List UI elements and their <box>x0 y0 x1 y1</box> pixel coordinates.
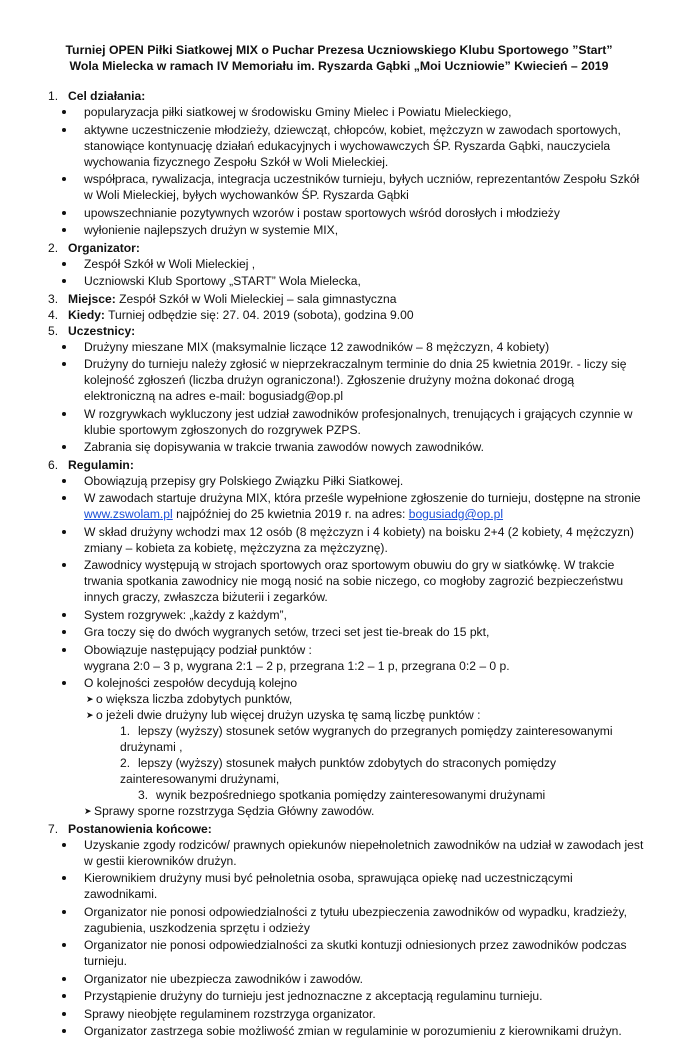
section-number: 1. <box>48 88 58 104</box>
list-item: popularyzacja piłki siatkowej w środowisku Gminy Mielec i Powiatu Mieleckiego, <box>84 104 644 120</box>
ordered-item: 1. lepszy (wyższy) stosunek setów wygranych do przegranych pomiędzy zainteresowanymi drużynami , <box>84 723 644 755</box>
title-line-1: Turniej OPEN Piłki Siatkowej MIX o Puchar Prezesa Uczniowskiego Klubu Sportowego ”Start” <box>34 42 644 58</box>
list-item: Uzyskanie zgody rodziców/ prawnych opiekunów niepełnoletnich zawodników na udział w zawodach jest w gestii kierowników drużyn. <box>84 837 644 869</box>
section-title: Postanowienia końcowe: <box>68 822 212 836</box>
ordered-item: 3. wynik bezpośredniego spotkania pomiędzy zainteresowanymi drużynami <box>84 787 644 803</box>
list-item: Uczniowski Klub Sportowy „START” Wola Mielecka, <box>84 273 644 289</box>
section-text: Turniej odbędzie się: 27. 04. 2019 (sobota), godzina 9.00 <box>105 308 414 322</box>
section-number: 6. <box>48 457 58 473</box>
list-item: System rozgrywek: „każdy z każdym”, <box>84 607 644 623</box>
list-item: wyłonienie najlepszych drużyn w systemie MIX, <box>84 222 644 238</box>
section-title: Miejsce: <box>68 292 116 306</box>
section-title: Organizator: <box>68 241 140 255</box>
section-postanowienia <box>48 821 644 1039</box>
section-organizator <box>48 240 644 290</box>
section-title: Kiedy: <box>68 308 105 322</box>
list-item: Kierownikiem drużyny musi być pełnoletnia osoba, sprawująca opiekę nad uczestniczącymi zawodnikami. <box>84 870 644 902</box>
list-item: Organizator nie ponosi odpowiedzialności z tytułu ubezpieczenia zawodników od wypadku, kradzieży, zagubienia, uszkodzenia sprzętu i odzieży <box>84 904 644 936</box>
section-miejsce <box>48 291 644 307</box>
list-item: Gra toczy się do dwóch wygranych setów, trzeci set jest tie-break do 15 pkt, <box>84 624 644 640</box>
list-item: Przystąpienie drużyny do turnieju jest jednoznaczne z akceptacją regulaminu turnieju. <box>84 988 644 1004</box>
list-item: W skład drużyny wchodzi max 12 osób (8 mężczyzn i 4 kobiety) na boisku 2+4 (2 kobiety, 4 mężczyzn) zmiany – kobieta za kobietę, mężczyzna za mężczyznę). <box>84 524 644 556</box>
section-title: Cel działania: <box>68 89 145 103</box>
section-cel-dzialania <box>48 88 644 238</box>
list-item <box>84 642 644 674</box>
list-item: współpraca, rywalizacja, integracja uczestników turnieju, byłych uczniów, reprezentantów Zespołu Szkół w Woli Mieleckiej, byłych wychowanków ŚP. Ryszarda Gąbki <box>84 171 644 203</box>
bullet-list <box>48 104 644 238</box>
list-item: Sprawy nieobjęte regulaminem rozstrzyga organizator. <box>84 1006 644 1022</box>
list-item: Zespół Szkół w Woli Mieleckiej , <box>84 256 644 272</box>
section-uczestnicy <box>48 323 644 456</box>
list-item: Zabrania się dopisywania w trakcie trwania zawodów nowych zawodników. <box>84 439 644 455</box>
list-item: Drużyny mieszane MIX (maksymalnie liczące 12 zawodników – 8 mężczyzn, 4 kobiety) <box>84 339 644 355</box>
list-item <box>84 490 644 522</box>
ordered-item: 2. lepszy (wyższy) stosunek małych punktów zdobytych do straconych pomiędzy zainteresowanymi drużynami, <box>84 755 644 787</box>
list-item <box>84 675 644 819</box>
list-item: Obowiązują przepisy gry Polskiego Związku Piłki Siatkowej. <box>84 473 644 489</box>
section-text: Zespół Szkół w Woli Mieleckiej – sala gimnastyczna <box>116 292 397 306</box>
section-number: 7. <box>48 821 58 837</box>
bullet-list <box>48 256 644 290</box>
bullet-list <box>48 473 644 820</box>
list-item: W rozgrywkach wykluczony jest udział zawodników profesjonalnych, trenujących i grających czynnie w klubie sportowym zgłoszonych do rozgrywek PZPS. <box>84 406 644 438</box>
bullet-list <box>48 339 644 456</box>
section-regulamin <box>48 457 644 820</box>
rule-text: W zawodach startuje drużyna MIX, która prześle wypełnione zgłoszenie do turnieju, dostępne na stronie <box>84 491 641 505</box>
list-item: Drużyny do turnieju należy zgłosić w nieprzekraczalnym terminie do dnia 25 kwietnia 2019r. - liczy się kolejność zgłoszeń (liczba drużyn ograniczona!). Zgłoszenie drużyny można dokonać drogą elektroniczną na adres e-mail: bogusiadg@op.pl <box>84 356 644 404</box>
list-item: upowszechnianie pozytywnych wzorów i postaw sportowych wśród dorosłych i młodzieży <box>84 205 644 221</box>
sub-item: ➤ Sprawy sporne rozstrzyga Sędzia Główny zawodów. <box>84 803 644 819</box>
list-item: Organizator zastrzega sobie możliwość zmian w regulaminie w porozumieniu z kierownikami drużyn. <box>84 1023 644 1039</box>
website-link[interactable]: www.zswolam.pl <box>84 507 173 521</box>
rule-text: Obowiązuje następujący podział punktów : <box>84 642 644 658</box>
section-title: Regulamin: <box>68 458 134 472</box>
title-line-2: Wola Mielecka w ramach IV Memoriału im. Ryszarda Gąbki „Moi Uczniowie” Kwiecień – 2019 <box>34 58 644 74</box>
document-title <box>34 42 644 74</box>
arrow-icon: ➤ <box>86 707 94 723</box>
rule-text: najpóźniej do 25 kwietnia 2019 r. na adres: <box>173 507 409 521</box>
section-number: 5. <box>48 323 58 339</box>
sub-item: ➤ o jeżeli dwie drużyny lub więcej drużyn uzyska tę samą liczbę punktów : <box>86 707 644 723</box>
list-item: Zawodnicy występują w strojach sportowych oraz sportowym obuwiu do gry w siatkówkę. W trakcie trwania spotkania zawodnicy nie mogą nosić na sobie niczego, co mogłoby zagrozić bezpieczeństwu innych graczy, zwłaszcza biżuterii i zegarków. <box>84 557 644 605</box>
list-item: Organizator nie ponosi odpowiedzialności za skutki kontuzji odniesionych przez zawodników podczas turnieju. <box>84 937 644 969</box>
email-link[interactable]: bogusiadg@op.pl <box>409 507 503 521</box>
list-item: aktywne uczestniczenie młodzieży, dziewcząt, chłopców, kobiet, mężczyzn w zawodach sportowych, stanowiące kontynuację działań edukacyjnych i wychowawczych ŚP. Ryszarda Gąbki, nauczyciela wychowania fizycznego Zespołu Szkół w Woli Mieleckiej. <box>84 122 644 170</box>
bullet-list <box>48 837 644 1039</box>
points-detail: wygrana 2:0 – 3 p, wygrana 2:1 – 2 p, przegrana 1:2 – 1 p, przegrana 0:2 – 0 p. <box>84 658 644 674</box>
section-kiedy <box>48 307 644 323</box>
list-item: Organizator nie ubezpiecza zawodników i zawodów. <box>84 971 644 987</box>
section-number: 3. <box>48 291 58 307</box>
section-title: Uczestnicy: <box>68 324 135 338</box>
rule-text: O kolejności zespołów decydują kolejno <box>84 675 644 691</box>
section-number: 2. <box>48 240 58 256</box>
sub-item: ➤ o większa liczba zdobytych punktów, <box>86 691 644 707</box>
section-number: 4. <box>48 307 58 323</box>
arrow-icon: ➤ <box>86 691 94 707</box>
arrow-icon: ➤ <box>84 803 92 819</box>
